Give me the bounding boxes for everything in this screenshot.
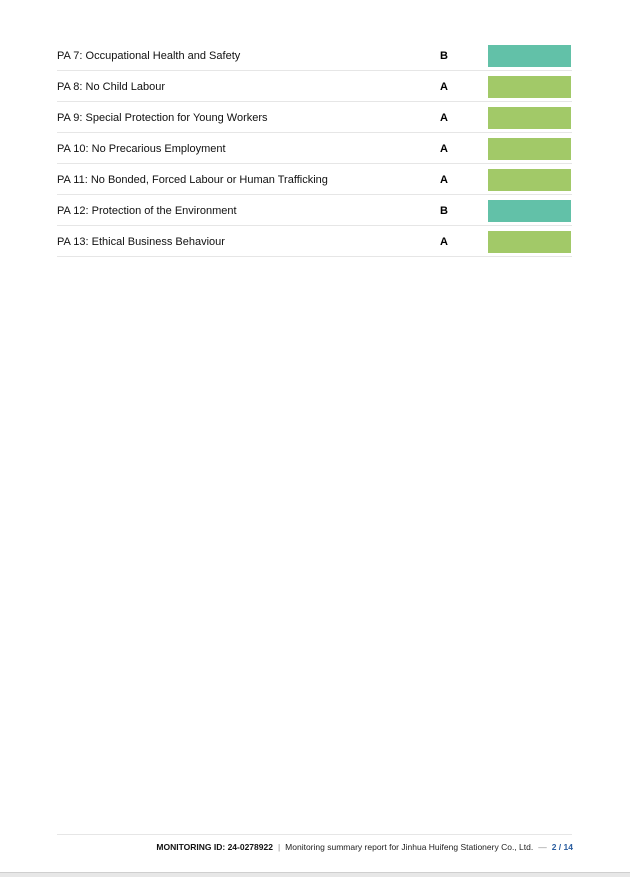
monitoring-id: MONITORING ID: 24-0278922 [156,842,273,852]
grade-value: A [440,236,448,248]
grade-value: B [440,50,448,62]
grade-color-swatch [488,76,571,98]
grade-value: A [440,81,448,93]
page-footer [156,842,573,853]
table-row [57,195,572,226]
performance-area-label: PA 12: Protection of the Environment [57,205,237,217]
grade-color-swatch [488,45,571,67]
performance-area-label: PA 13: Ethical Business Behaviour [57,236,225,248]
grade-value: A [440,143,448,155]
footer-separator: | [277,842,281,852]
page-edge [0,872,630,877]
footer-divider [57,834,572,835]
performance-area-label: PA 11: No Bonded, Forced Labour or Human Trafficking [57,174,328,186]
table-row [57,164,572,195]
table-row [57,71,572,102]
performance-area-label: PA 7: Occupational Health and Safety [57,50,241,62]
footer-dash: — [538,842,547,852]
report-title: Monitoring summary report for Jinhua Huifeng Stationery Co., Ltd. [285,842,534,852]
performance-area-table [57,40,572,257]
grade-color-swatch [488,231,571,253]
grade-value: A [440,112,448,124]
grade-color-swatch [488,138,571,160]
performance-area-label: PA 8: No Child Labour [57,81,166,93]
grade-value: B [440,205,448,217]
table-row [57,226,572,257]
performance-area-label: PA 10: No Precarious Employment [57,143,226,155]
table-row [57,133,572,164]
performance-area-label: PA 9: Special Protection for Young Workers [57,112,268,124]
table-row [57,40,572,71]
page-number: 2 / 14 [551,842,573,852]
table-row [57,102,572,133]
grade-value: A [440,174,448,186]
grade-color-swatch [488,169,571,191]
grade-color-swatch [488,200,571,222]
grade-color-swatch [488,107,571,129]
